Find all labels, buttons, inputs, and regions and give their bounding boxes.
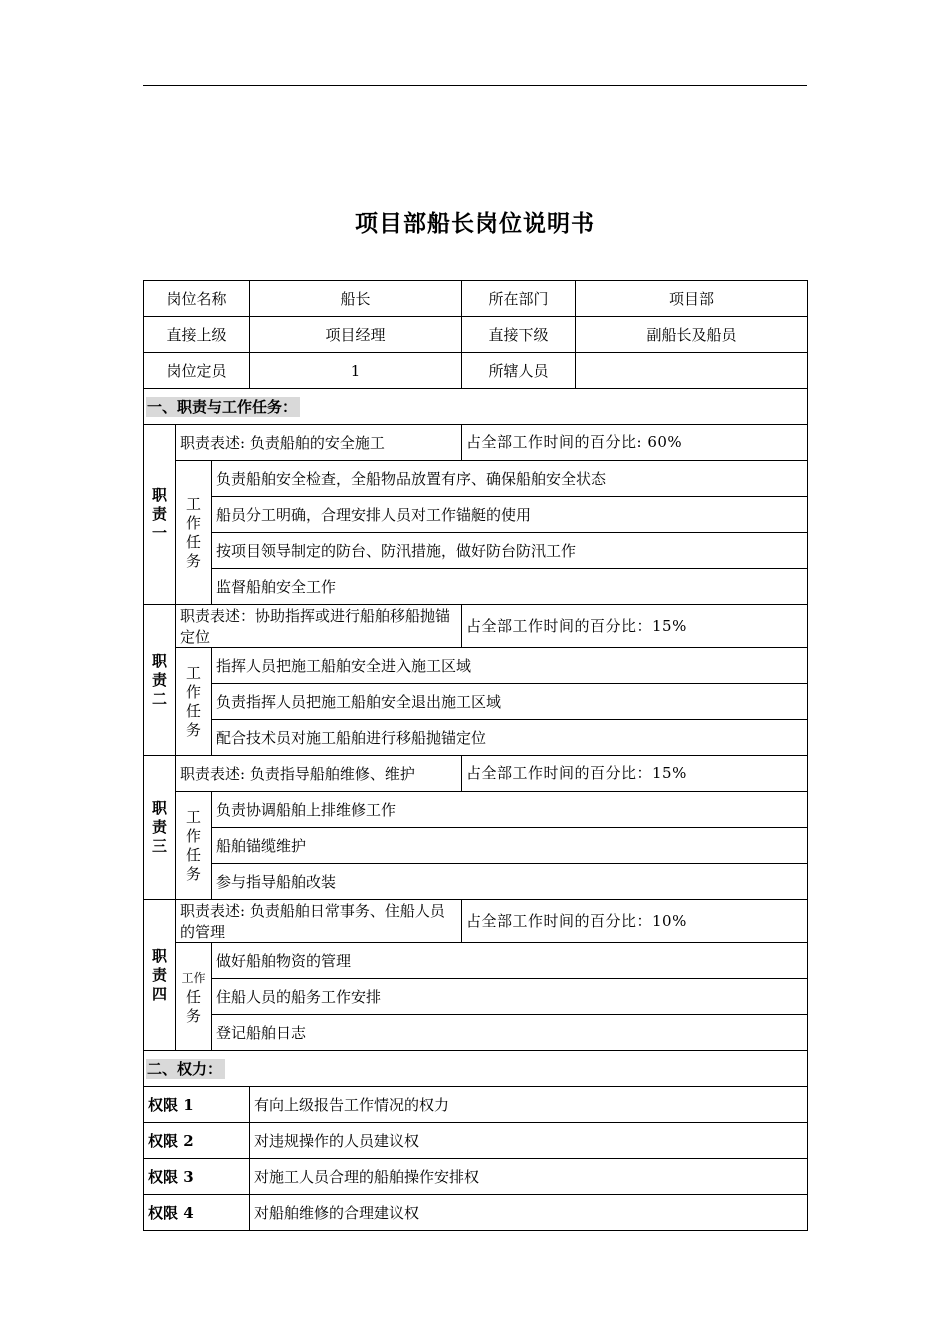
authority-label: 权限 1 (144, 1087, 250, 1123)
task-row (144, 828, 808, 864)
task-row (144, 864, 808, 900)
info-value: 1 (250, 353, 462, 389)
duty-description: 职责表述: 负责指导船舶维修、维护 (176, 756, 462, 792)
duty-percent: 占全部工作时间的百分比：15% (462, 605, 808, 648)
task-item: 按项目领导制定的防台、防汛措施，做好防台防汛工作 (212, 533, 808, 569)
task-item: 住船人员的船务工作安排 (212, 979, 808, 1015)
task-item: 负责协调船舶上排维修工作 (212, 792, 808, 828)
section-header-row (144, 1051, 808, 1087)
task-item: 指挥人员把施工船舶安全进入施工区域 (212, 648, 808, 684)
task-item: 船舶锚缆维护 (212, 828, 808, 864)
info-value: 项目经理 (250, 317, 462, 353)
task-item: 参与指导船舶改装 (212, 864, 808, 900)
task-item: 监督船舶安全工作 (212, 569, 808, 605)
authority-label: 权限 4 (144, 1195, 250, 1231)
duty-description: 职责表述: 负责船舶的安全施工 (176, 425, 462, 461)
info-row (144, 281, 808, 317)
authority-row (144, 1087, 808, 1123)
duty-description-row (144, 756, 808, 792)
tasks-label: 工作 任 务 (176, 943, 212, 1051)
task-item: 负责船舶安全检查，全船物品放置有序、确保船舶安全状态 (212, 461, 808, 497)
info-label: 直接下级 (462, 317, 576, 353)
authority-text: 对施工人员合理的船舶操作安排权 (250, 1159, 808, 1195)
task-row (144, 1015, 808, 1051)
authority-label: 权限 2 (144, 1123, 250, 1159)
task-row (144, 792, 808, 828)
info-row (144, 353, 808, 389)
task-row (144, 461, 808, 497)
duty-description-row (144, 900, 808, 943)
authority-label: 权限 3 (144, 1159, 250, 1195)
authority-text: 对船舶维修的合理建议权 (250, 1195, 808, 1231)
tasks-label: 工 作 任 务 (176, 461, 212, 605)
duty-label: 职 责 四 (144, 900, 176, 1051)
tasks-label: 工 作 任 务 (176, 792, 212, 900)
duty-description-row (144, 425, 808, 461)
task-row (144, 979, 808, 1015)
task-item: 做好船舶物资的管理 (212, 943, 808, 979)
info-value: 副船长及船员 (576, 317, 808, 353)
info-label: 所辖人员 (462, 353, 576, 389)
task-row (144, 533, 808, 569)
duty-label: 职 责 三 (144, 756, 176, 900)
task-row (144, 569, 808, 605)
duty-label: 职 责 二 (144, 605, 176, 756)
info-label: 岗位名称 (144, 281, 250, 317)
task-row (144, 648, 808, 684)
task-item: 配合技术员对施工船舶进行移船抛锚定位 (212, 720, 808, 756)
tasks-label: 工 作 任 务 (176, 648, 212, 756)
task-item: 负责指挥人员把施工船舶安全退出施工区域 (212, 684, 808, 720)
section-header-row (144, 389, 808, 425)
duty-percent: 占全部工作时间的百分比：15% (462, 756, 808, 792)
info-label: 直接上级 (144, 317, 250, 353)
duty-percent: 占全部工作时间的百分比: 60% (462, 425, 808, 461)
duty-description-row (144, 605, 808, 648)
authority-row (144, 1123, 808, 1159)
task-item: 登记船舶日志 (212, 1015, 808, 1051)
task-row (144, 943, 808, 979)
authority-section-title: 二、权力： (144, 1051, 808, 1087)
job-description-table (143, 280, 808, 1231)
authority-row (144, 1195, 808, 1231)
info-value: 船长 (250, 281, 462, 317)
info-label: 所在部门 (462, 281, 576, 317)
info-label: 岗位定员 (144, 353, 250, 389)
duties-section-title: 一、职责与工作任务： (144, 389, 808, 425)
duty-description: 职责表述: 负责船舶日常事务、住船人员的管理 (176, 900, 462, 943)
info-row (144, 317, 808, 353)
header-rule (143, 85, 807, 86)
duty-label: 职 责 一 (144, 425, 176, 605)
authority-text: 对违规操作的人员建议权 (250, 1123, 808, 1159)
duty-percent: 占全部工作时间的百分比：10% (462, 900, 808, 943)
info-value (576, 353, 808, 389)
duty-description: 职责表述：协助指挥或进行船舶移船抛锚定位 (176, 605, 462, 648)
task-row (144, 684, 808, 720)
task-row (144, 720, 808, 756)
authority-row (144, 1159, 808, 1195)
task-row (144, 497, 808, 533)
authority-text: 有向上级报告工作情况的权力 (250, 1087, 808, 1123)
info-value: 项目部 (576, 281, 808, 317)
page-title: 项目部船长岗位说明书 (355, 211, 595, 237)
task-item: 船员分工明确，合理安排人员对工作锚艇的使用 (212, 497, 808, 533)
